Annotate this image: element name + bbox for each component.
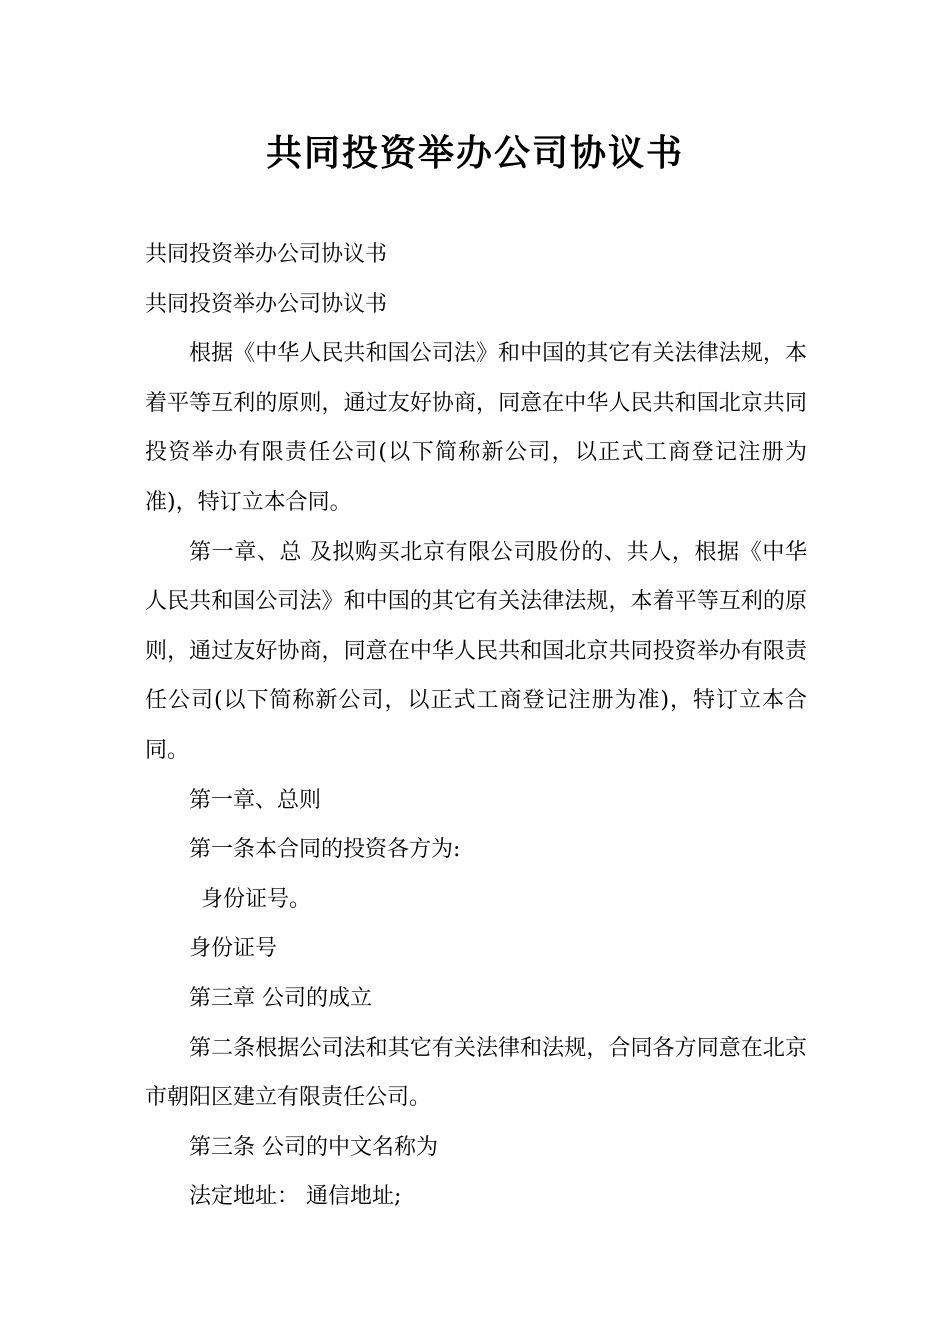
paragraph-article-two: 第二条根据公司法和其它有关法律和法规，合同各方同意在北京市朝阳区建立有限责任公司。 bbox=[145, 1035, 807, 1111]
paragraph-article-one: 第一条本合同的投资各方为: bbox=[189, 837, 461, 863]
paragraph-chapter-three-heading: 第三章 公司的成立 bbox=[189, 985, 372, 1011]
paragraph-id-number-1: 身份证号。 bbox=[201, 886, 312, 912]
paragraph-article-three: 第三条 公司的中文名称为 bbox=[189, 1134, 438, 1160]
document-body bbox=[145, 230, 807, 1222]
paragraph-addresses: 法定地址： 通信地址; bbox=[189, 1184, 402, 1210]
paragraph-chapter-one-intro: 第一章、总 及拟购买北京有限公司股份的、共人，根据《中华人民共和国公司法》和中国的其它有关法律法规，本着平等互利的原则，通过友好协商，同意在中华人民共和国北京共同投资举办有限责任公司(以下简称新公司，以正式工商登记注册为准)，特订立本合同。 bbox=[145, 539, 807, 763]
paragraph-id-number-2: 身份证号 bbox=[189, 936, 278, 962]
paragraph-preamble: 根据《中华人民共和国公司法》和中国的其它有关法律法规，本着平等互利的原则，通过友好协商，同意在中华人民共和国北京共同投资举办有限责任公司(以下简称新公司，以正式工商登记注册为准)，特订立本合同。 bbox=[145, 341, 807, 515]
paragraph-heading-repeat-1: 共同投资举办公司协议书 bbox=[145, 242, 388, 267]
paragraph-heading-repeat-2: 共同投资举办公司协议书 bbox=[145, 291, 388, 317]
paragraph-chapter-one-heading: 第一章、总则 bbox=[189, 787, 322, 813]
document-title: 共同投资举办公司协议书 bbox=[265, 133, 684, 174]
